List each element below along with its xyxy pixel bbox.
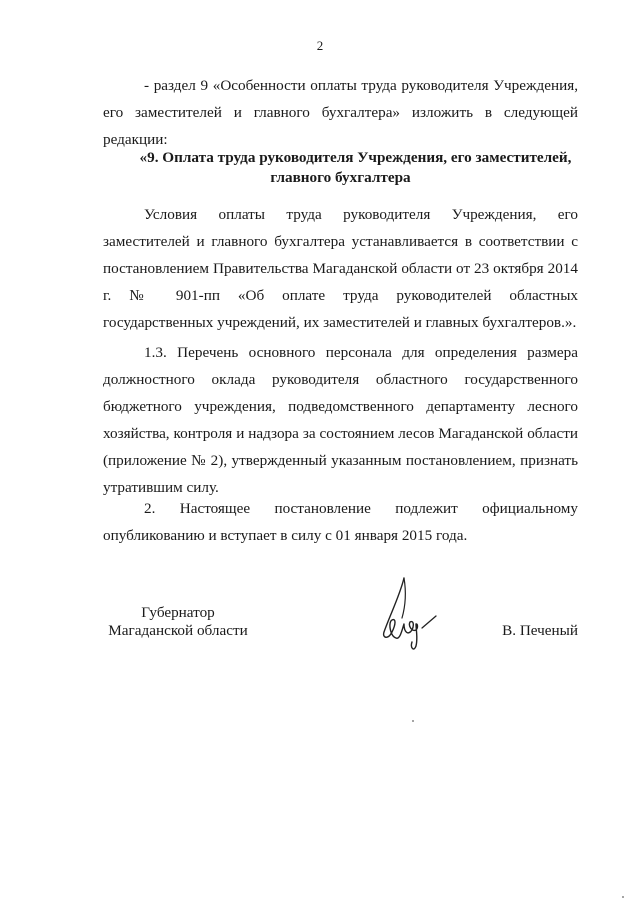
paragraph-2 (103, 339, 578, 501)
intro-line-2: его заместителей и главного бухгалтера» изложить в следующей редакции: (103, 104, 578, 148)
section-heading (103, 148, 578, 188)
signatory-title-line-1: Губернатор (141, 604, 215, 621)
intro-paragraph (103, 72, 578, 153)
paragraph-2-text: 1.3. Перечень основного персонала для определения размера должностного оклада руководителя областного государственного бюджетного учреждения, подведомственного департаменту лесного хозяйства, контроля и надзора за состоянием лесов Магаданской области (приложение № 2), утвержденный указанным постановлением, признать утратившим силу. (103, 344, 578, 496)
paragraph-3-text: 2. Настоящее постановление подлежит официальному опубликованию и вступает в силу с 01 января 2015 года. (103, 500, 578, 544)
heading-line-2: главного бухгалтера (270, 169, 411, 186)
paragraph-1-text: Условия оплаты труда руководителя Учреждения, его заместителей и главного бухгалтера устанавливается в соответствии с постановлением Правительства Магаданской области от 23 октября 2014 г. № 901-пп «Об оплате труда руководителей областных государственных учреждений, их заместителей и главных бухгалтеров.». (103, 206, 578, 331)
signatory-title-line-2: Магаданской области (108, 622, 248, 639)
scan-speck (412, 720, 414, 722)
scan-speck (622, 896, 624, 898)
paragraph-1 (103, 201, 578, 336)
paragraph-3 (103, 495, 578, 549)
intro-line-1: - раздел 9 «Особенности оплаты труда руководителя Учреждения, (144, 77, 578, 94)
signatory-name: В. Печеный (502, 622, 578, 639)
signatory-title (103, 604, 253, 640)
handwritten-signature (370, 570, 450, 655)
page-number: 2 (316, 38, 324, 53)
heading-line-1: «9. Оплата труда руководителя Учреждения, его заместителей, (139, 149, 572, 166)
